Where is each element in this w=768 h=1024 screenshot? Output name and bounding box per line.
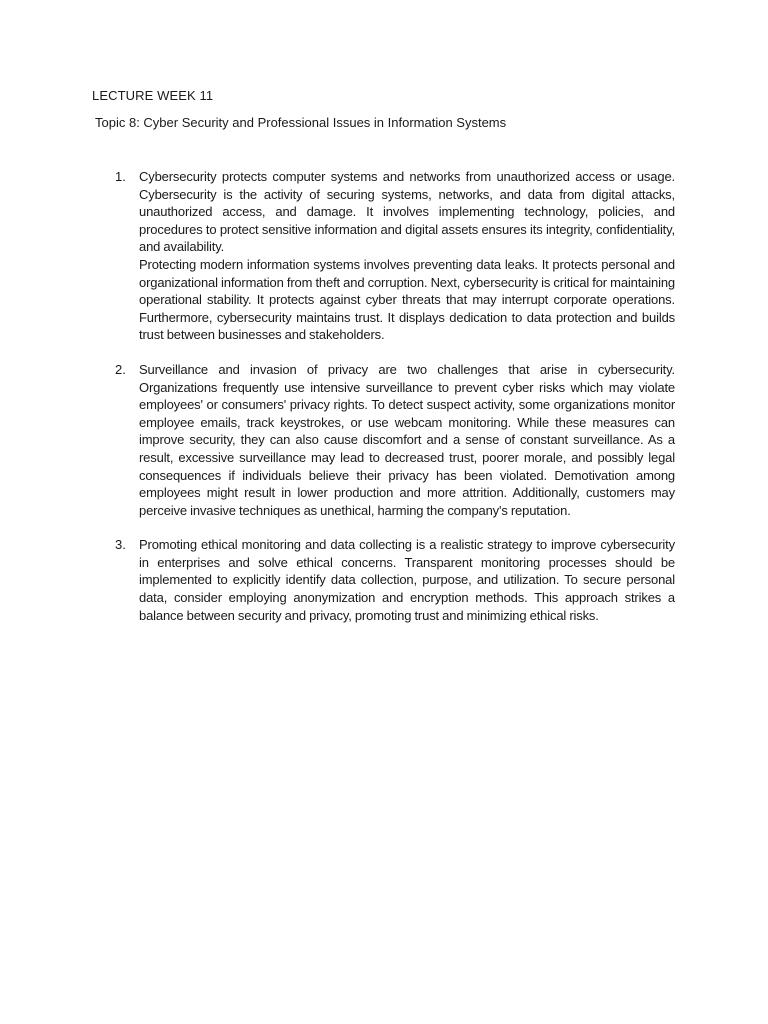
- list-item-paragraph: Promoting ethical monitoring and data collecting is a realistic strategy to improve cybersecurity in enterprises and solve ethical concerns. Transparent monitoring processes should be implemented to explicitly identify data collection, purpose, and utilization. To secure personal data, consider employing anonymization and encryption methods. This approach strikes a balance between security and privacy, promoting trust and minimizing ethical risks.: [139, 537, 675, 623]
- list-item-number: 2.: [115, 361, 126, 377]
- list-item: [115, 536, 675, 624]
- topic-heading: Topic 8: Cyber Security and Professional Issues in Information Systems: [95, 115, 507, 130]
- list-item-paragraph: Surveillance and invasion of privacy are two challenges that arise in cybersecurity. Organizations frequently use intensive surveillance to prevent cyber risks which may violate employees' or consumers' privacy rights. To detect suspect activity, some organizations monitor employee emails, track keystrokes, or use webcam monitoring. While these measures can improve security, they can also cause discomfort and a sense of constant surveillance. As a result, excessive surveillance may lead to decreased trust, poorer morale, and possibly legal consequences if individuals believe their privacy has been violated. Demotivation among employees might result in lower production and more attrition. Additionally, customers may perceive invasive techniques as unethical, harming the company's reputation.: [139, 361, 675, 518]
- list-item-number: 1.: [115, 169, 126, 184]
- list-item: [115, 168, 675, 344]
- list-item-paragraph: Protecting modern information systems involves preventing data leaks. It protects personal and organizational information from theft and corruption. Next, cybersecurity is critical for maintaining operational stability. It protects against cyber threats that may interrupt corporate operations. Furthermore, cybersecurity maintains trust. It displays dedication to data protection and builds trust between businesses and stakeholders.: [139, 256, 675, 343]
- list-item-paragraph: Cybersecurity protects computer systems and networks from unauthorized access or usage. Cybersecurity is the activity of securing systems, networks, and data from digital attacks, unauthorized access, and damage. It involves implementing technology, policies, and procedures to protect sensitive information and digital assets ensures its integrity, confidentiality, and availability.: [139, 169, 675, 255]
- list-item-number: 3.: [115, 537, 126, 553]
- numbered-list: [115, 168, 675, 641]
- lecture-heading: LECTURE WEEK 11: [92, 88, 214, 103]
- list-item: [115, 361, 675, 519]
